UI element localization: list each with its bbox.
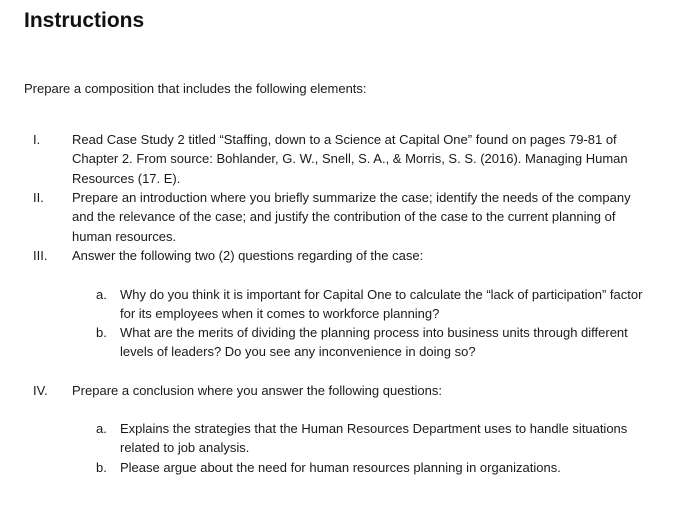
sub-item-text: Why do you think it is important for Capital One to calculate the “lack of participation” factor for its employees when it comes to workforce planning? [120,287,643,322]
sub-item-text: Explains the strategies that the Human Resources Department uses to handle situations related to job analysis. [120,421,628,456]
sub-item-text: What are the merits of dividing the planning process into business units through different levels of leaders? Do you see any inconvenience in doing so? [120,325,628,360]
list-item-text: Answer the following two (2) questions regarding of the case: [72,248,424,263]
list-item-text: Read Case Study 2 titled “Staffing, down to a Science at Capital One” found on pages 79-81 of Chapter 2. From source: Bohlander, G. W., Snell, S. A., & Morris, S. S. (2016). Managing Human Resources (17. E). [72,132,628,186]
intro-text: Prepare a composition that includes the following elements: [24,81,367,96]
list-item-text: Prepare an introduction where you briefly summarize the case; identify the needs of the company and the relevance of the case; and justify the contribution of the case to the current planning of human resources. [72,190,631,244]
page-title: Instructions [24,9,145,32]
sub-item-letter: a. [96,421,107,436]
sub-item-letter: a. [96,287,107,302]
sub-item-letter: b. [96,325,107,340]
list-item-text: Prepare a conclusion where you answer the following questions: [72,383,442,398]
list-number: I. [33,132,41,147]
list-number: IV. [33,383,48,398]
list-number: III. [33,248,48,263]
sub-item-letter: b. [96,460,107,475]
list-number: II. [33,190,44,205]
sub-item-text: Please argue about the need for human resources planning in organizations. [120,460,561,475]
